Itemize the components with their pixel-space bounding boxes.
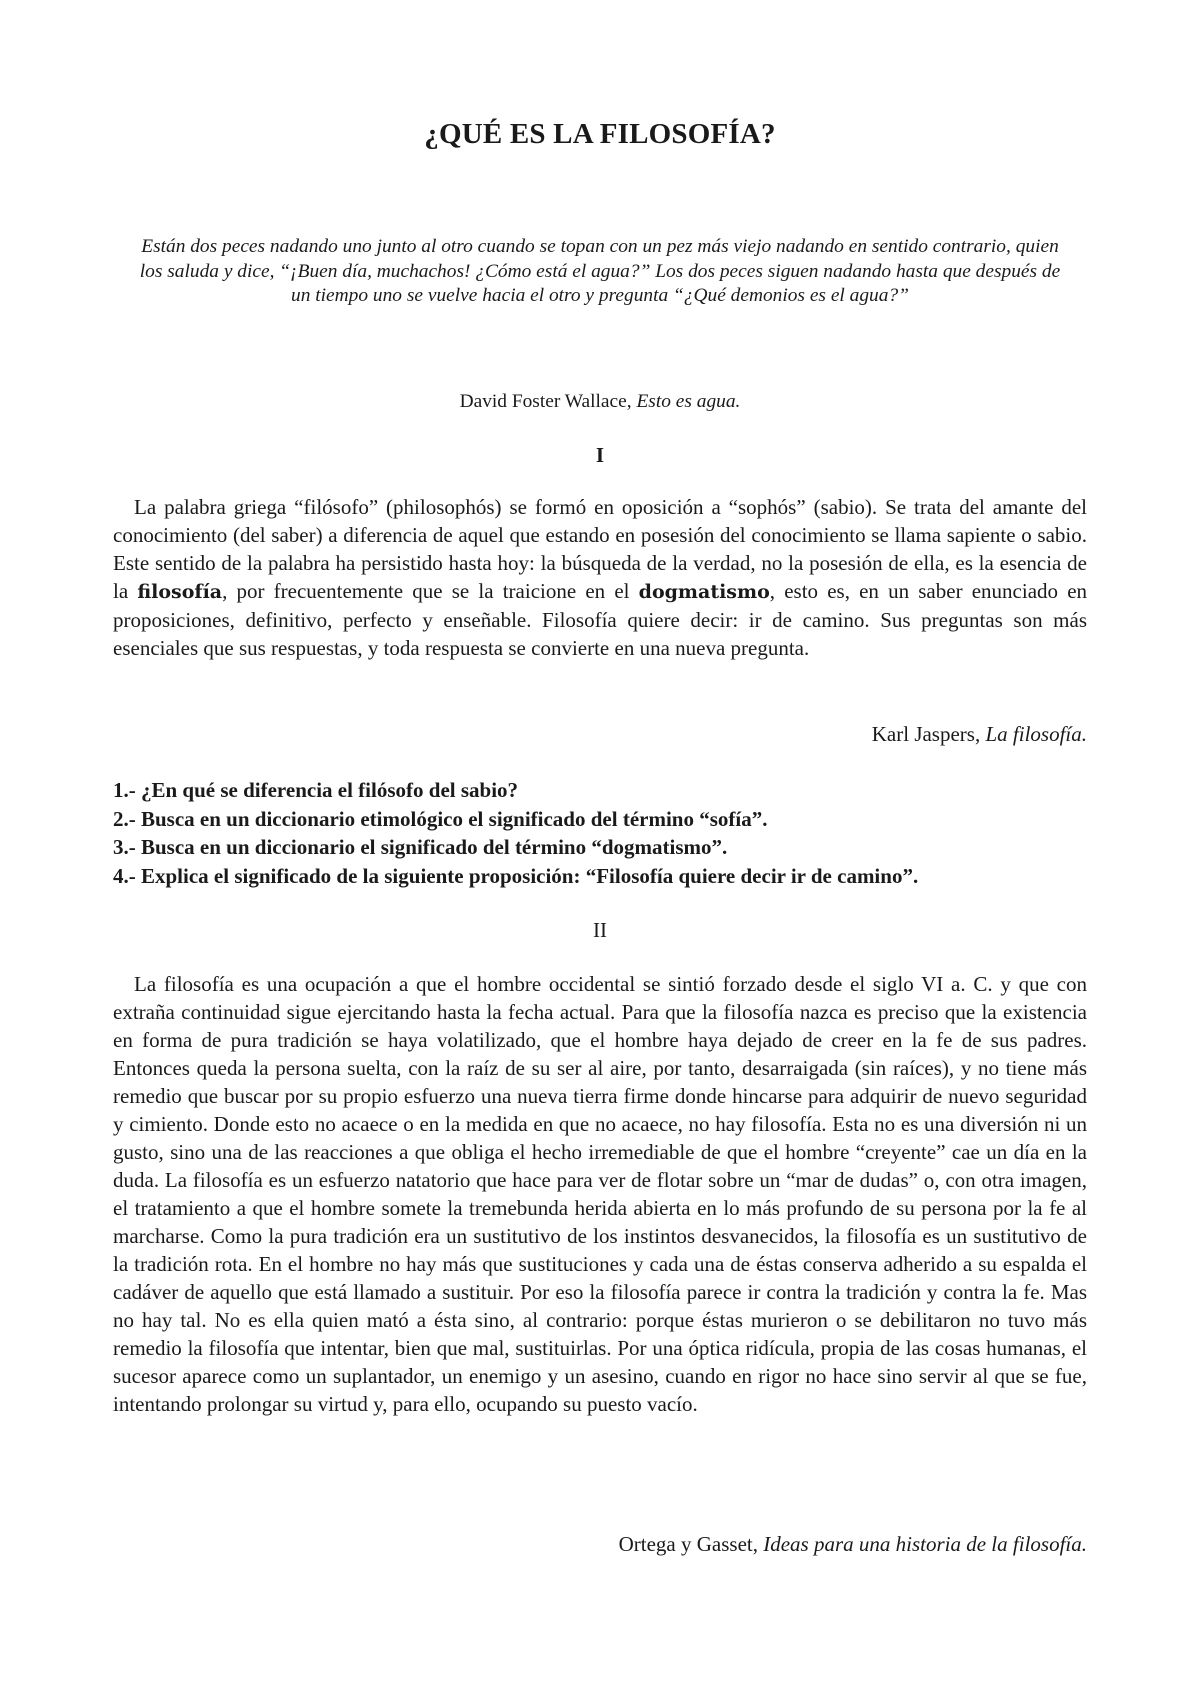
keyword-dogmatismo: dogmatismo: [638, 581, 770, 603]
citation-author: Ortega y Gasset,: [618, 1532, 764, 1556]
section-1-citation: [872, 720, 1087, 748]
question-item: 1.- ¿En qué se diferencia el filósofo del sabio?: [113, 778, 519, 802]
citation-work: La filosofía.: [985, 722, 1087, 746]
paragraph-text: La palabra griega “filósofo” (philosophós) se formó en oposición a “sophós” (sabio). Se trata del amante del conocimiento (del saber) a diferencia de aquel que estando en posesión del conocimiento se llama sapiente o sabio. Este sentido de la palabra ha persistido hasta hoy: la búsqueda de la verdad, no la posesión de ella, es la esencia de la: [113, 495, 1087, 603]
question-item: 3.- Busca en un diccionario el significado del término “dogmatismo”.: [113, 835, 728, 859]
epigraph-author: David Foster Wallace,: [459, 391, 637, 412]
section-2-paragraph: La filosofía es una ocupación a que el hombre occidental se sintió forzado desde el siglo VI a. C. y que con extraña continuidad sigue ejercitando hasta la fecha actual. Para que la filosofía nazca es preciso que la existencia en forma de pura tradición se haya volatilizado, que el hombre haya dejado de creer en la fe de sus padres. Entonces queda la persona suelta, con la raíz de su ser al aire, por tanto, desarraigada (sin raíces), y no tiene más remedio que buscar por su propio esfuerzo una nueva tierra firme donde hincarse para adquirir de nuevo seguridad y cimiento. Donde esto no acaece o en la medida en que no acaece, no hay filosofía. Esta no es una diversión ni un gusto, sino una de las reacciones a que obliga el hecho irremediable de que el hombre “creyente” cae un día en la duda. La filosofía es un esfuerzo natatorio que hace para ver de flotar sobre un “mar de dudas” o, con otra imagen, el tratamiento a que el hombre somete la tremebunda herida abierta en lo más profundo de su persona por la fe al marcharse. Como la pura tradición era un sustitutivo de los instintos desvanecidos, la filosofía es un sustitutivo de la tradición rota. En el hombre no hay más que sustituciones y cada una de éstas conserva adherido a su espalda el cadáver de aquello que está llamado a sustituir. Por eso la filosofía parece ir contra la tradición y contra la fe. Mas no hay tal. No es ella quien mató a ésta sino, al contrario: porque éstas murieron o se debilitaron no tuvo más remedio la filosofía que intentar, bien que mal, sustituirlas. Por una óptica ridícula, propia de las cosas humanas, el sucesor aparece como un suplantador, un enemigo y un asesino, cuando en rigor no hace sino servir al que se fue, intentando prolongar su virtud y, para ello, ocupando su puesto vacío.: [113, 972, 1087, 1416]
paragraph-text: , por frecuentemente que se la traicione en el: [222, 579, 639, 603]
paragraph-text: , esto es, en un saber enunciado en proposiciones, definitivo, perfecto y enseñable. Filosofía quiere decir: ir de camino. Sus preguntas son más esenciales que sus respuestas, y toda respuesta se convierte en una nueva pregunta.: [113, 579, 1088, 660]
section-2-number: II: [593, 918, 607, 942]
epigraph-text: Están dos peces nadando uno junto al otro cuando se topan con un pez más viejo nadando en sentido contrario, quien los saluda y dice, “¡Buen día, muchachos! ¿Cómo está el agua?” Los dos peces siguen nadando hasta que después de un tiempo uno se vuelve hacia el otro y pregunta “¿Qué demonios es el agua?”: [139, 236, 1061, 306]
citation-work: Ideas para una historia de la filosofía.: [763, 1532, 1087, 1556]
citation-author: Karl Jaspers,: [871, 722, 986, 746]
question-item: 2.- Busca en un diccionario etimológico el significado del término “sofía”.: [113, 806, 768, 831]
keyword-filosofia: filosofía: [137, 581, 223, 603]
epigraph-work: Esto es agua.: [636, 391, 741, 412]
section-1-number: I: [595, 443, 605, 467]
section-2-citation: [619, 1530, 1087, 1558]
question-item: 4.- Explica el significado de la siguiente proposición: “Filosofía quiere decir ir de camino”.: [113, 863, 919, 888]
page-title: ¿QUÉ ES LA FILOSOFÍA?: [424, 118, 776, 150]
epigraph-attribution: [0, 390, 1200, 414]
questions-list: [113, 776, 1103, 890]
section-1-paragraph: [113, 493, 1087, 662]
